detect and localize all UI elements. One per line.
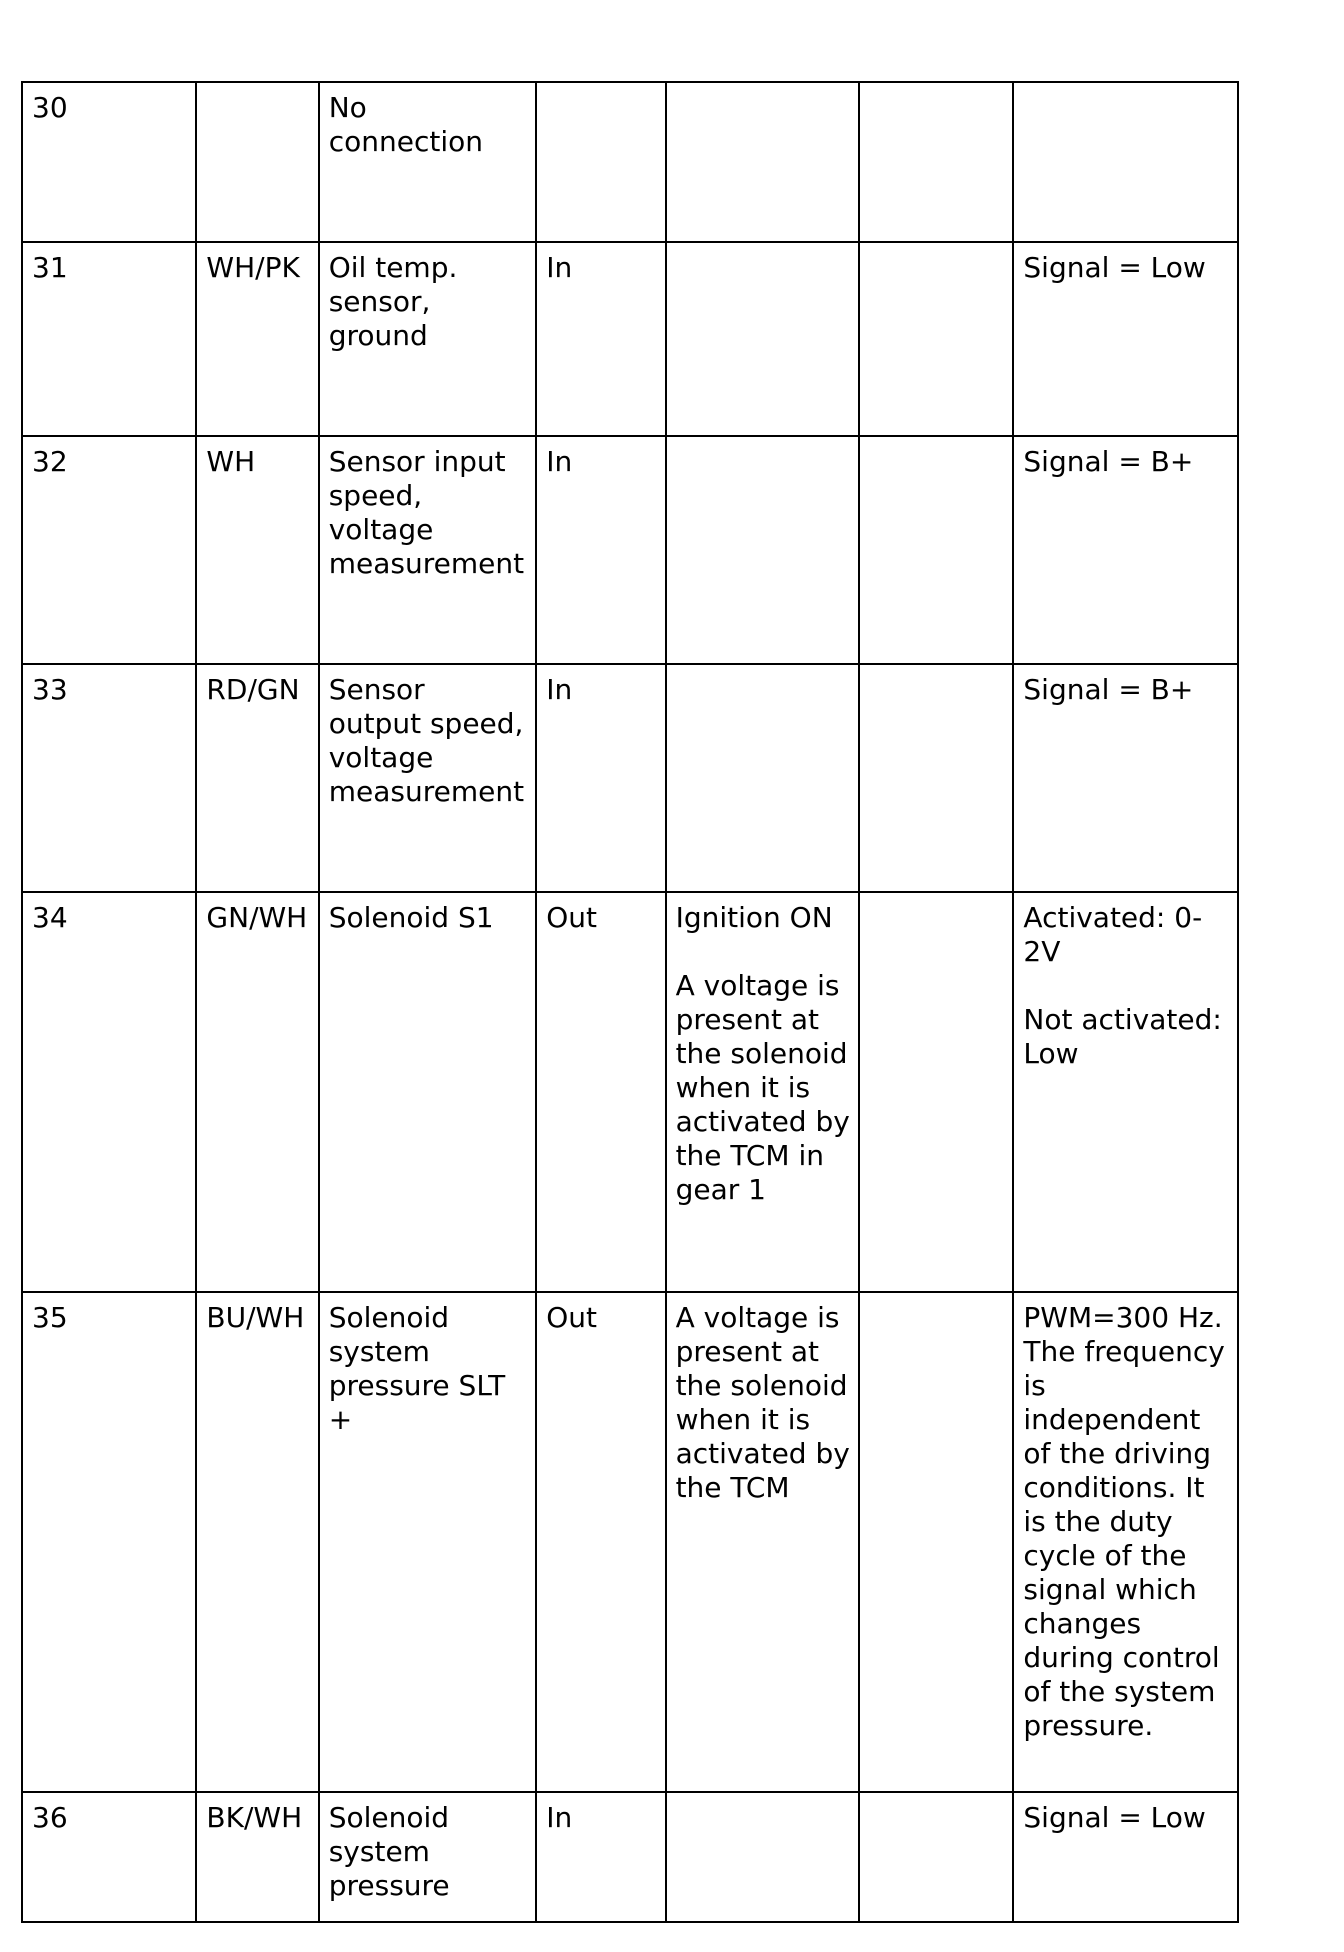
type-cell: Out [536,892,665,1292]
description-cell [319,664,537,892]
description-cell-line: speed, [328,479,423,512]
description-cell-line: measurement [328,775,525,808]
conditions-cell [666,1292,859,1792]
conditions-cell-line: gear 1 [675,1173,766,1206]
signal-cell-line: Low [1023,1037,1079,1070]
table-row [22,436,1238,664]
signal-cell-line: of the system [1023,1675,1216,1708]
pin-number-cell: 32 [22,436,196,664]
signal-cell [1013,242,1238,436]
pin-table [21,81,1239,1923]
description-cell-line: system [328,1335,430,1368]
signal-cell-line: Signal = B+ [1023,673,1194,706]
wire-color-cell: GN/WH [196,892,318,1292]
signal-cell-line: Not activated: [1023,1003,1222,1036]
conditions-cell-line: A voltage is [675,1301,840,1334]
description-cell-line: connection [328,125,483,158]
reference-cell [859,664,1013,892]
signal-cell-line: of the driving [1023,1437,1212,1470]
wire-color-cell: WH/PK [196,242,318,436]
reference-cell [859,82,1013,242]
conditions-cell [666,436,859,664]
type-cell [536,82,665,242]
description-cell-line: Solenoid S1 [328,901,494,934]
conditions-cell-line: the TCM in [675,1139,825,1172]
description-cell [319,892,537,1292]
table-row [22,82,1238,242]
wire-color-cell [196,82,318,242]
description-cell-line: sensor, [328,285,431,318]
description-cell-line: No [328,91,367,124]
signal-cell-line: Signal = Low [1023,251,1206,284]
signal-cell-line: pressure. [1023,1709,1154,1742]
signal-cell [1013,436,1238,664]
signal-cell-line: conditions. It [1023,1471,1205,1504]
wire-color-cell: BU/WH [196,1292,318,1792]
pin-number-cell: 36 [22,1792,196,1922]
reference-cell [859,892,1013,1292]
table-row [22,242,1238,436]
description-cell-line: voltage [328,741,434,774]
conditions-cell-line: activated by [675,1105,850,1138]
signal-cell [1013,82,1238,242]
description-cell-line: Solenoid [328,1801,450,1834]
reference-cell [859,242,1013,436]
pin-table-body [22,82,1238,1922]
description-cell-line: Sensor input [328,445,506,478]
conditions-cell [666,242,859,436]
conditions-cell-line: present at [675,1003,820,1036]
description-cell-line: ground [328,319,428,352]
description-cell-line: measurement [328,547,525,580]
conditions-cell-line: the solenoid [675,1037,848,1070]
conditions-cell-line [676,935,850,969]
description-cell [319,436,537,664]
pin-number-cell: 31 [22,242,196,436]
type-cell: In [536,1792,665,1922]
conditions-cell-line: when it is [675,1403,811,1436]
conditions-cell [666,892,859,1292]
conditions-cell-line: activated by [675,1437,850,1470]
signal-cell-line: signal which [1023,1573,1197,1606]
signal-cell [1013,1792,1238,1922]
reference-cell [859,1792,1013,1922]
description-cell-line: Oil temp. [328,251,458,284]
description-cell [319,1792,537,1922]
conditions-cell [666,1792,859,1922]
wire-color-cell: RD/GN [196,664,318,892]
signal-cell-line: cycle of the [1023,1539,1187,1572]
description-cell-line: Sensor [328,673,425,706]
description-cell [319,242,537,436]
type-cell: Out [536,1292,665,1792]
table-row [22,664,1238,892]
signal-cell-line: 2V [1023,935,1061,968]
table-row [22,1792,1238,1922]
pin-number-cell: 33 [22,664,196,892]
conditions-cell-line: the solenoid [675,1369,848,1402]
description-cell-line: system [328,1835,430,1868]
conditions-cell-line: A voltage is [675,969,840,1002]
type-cell: In [536,664,665,892]
description-cell-line: output speed, [328,707,524,740]
signal-cell-line: is independent [1023,1369,1201,1436]
table-row [22,1292,1238,1792]
signal-cell-line: during control [1023,1641,1220,1674]
conditions-cell-line: Ignition ON [675,901,833,934]
wire-color-cell: WH [196,436,318,664]
table-row [22,892,1238,1292]
signal-cell [1013,1292,1238,1792]
description-cell [319,82,537,242]
signal-cell-line [1023,969,1229,1003]
signal-cell [1013,664,1238,892]
pin-number-cell: 30 [22,82,196,242]
signal-cell-line: changes [1023,1607,1142,1640]
signal-cell-line: Signal = Low [1023,1801,1206,1834]
signal-cell-line: Activated: 0- [1023,901,1203,934]
conditions-cell [666,664,859,892]
conditions-cell-line: present at [675,1335,820,1368]
signal-cell-line: PWM=300 Hz. [1023,1301,1223,1334]
signal-cell [1013,892,1238,1292]
description-cell-line: voltage [328,513,434,546]
signal-cell-line: The frequency [1023,1335,1225,1368]
description-cell-line: + [328,1403,353,1436]
signal-cell-line: Signal = B+ [1023,445,1194,478]
description-cell [319,1292,537,1792]
reference-cell [859,436,1013,664]
pin-number-cell: 34 [22,892,196,1292]
description-cell-line: pressure SLT [328,1369,506,1402]
wire-color-cell: BK/WH [196,1792,318,1922]
signal-cell-line: is the duty [1023,1505,1173,1538]
conditions-cell-line: when it is [675,1071,811,1104]
conditions-cell-line: the TCM [675,1471,790,1504]
description-cell-line: Solenoid [328,1301,450,1334]
pin-number-cell: 35 [22,1292,196,1792]
reference-cell [859,1292,1013,1792]
conditions-cell [666,82,859,242]
description-cell-line: pressure [328,1869,450,1902]
type-cell: In [536,242,665,436]
type-cell: In [536,436,665,664]
